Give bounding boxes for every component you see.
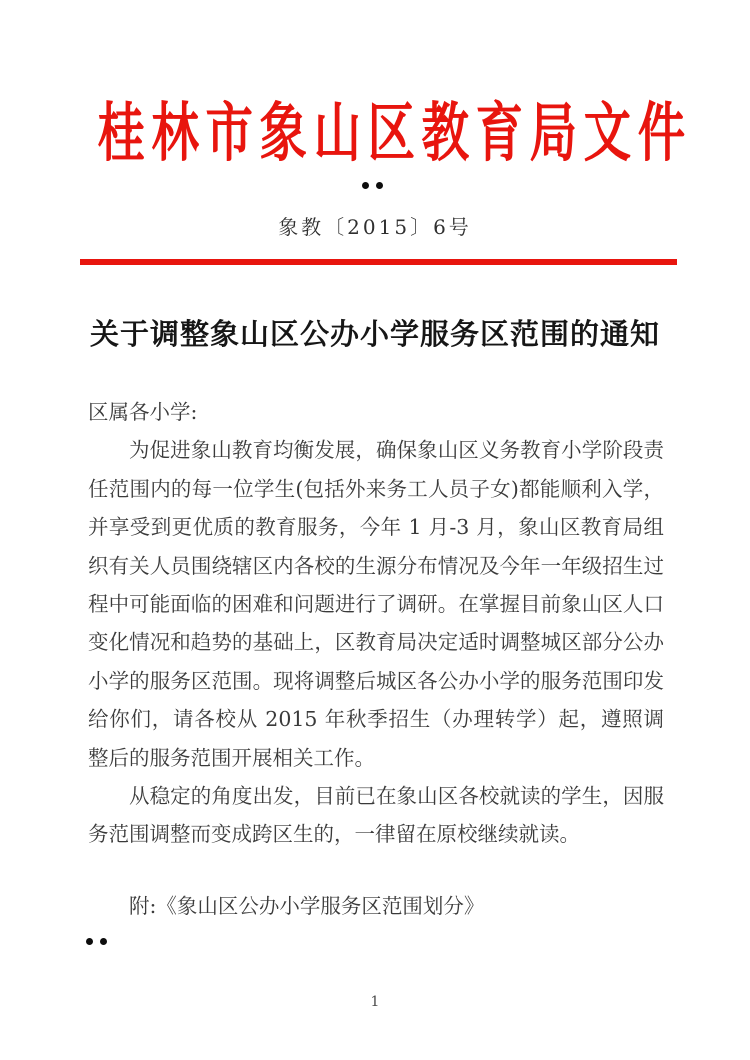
document-title: 关于调整象山区公办小学服务区范围的通知 bbox=[89, 317, 660, 351]
dot-icon bbox=[362, 182, 369, 189]
body-paragraph-2: 从稳定的角度出发，目前已在象山区各校就读的学生，因服务范围调整而变成跨区生的，一律留在原校继续就读。 bbox=[88, 784, 664, 847]
dot-icon bbox=[100, 938, 107, 945]
scan-artifact-dots-bottom bbox=[86, 938, 107, 945]
document-number: 象教〔2015〕6号 bbox=[278, 215, 472, 239]
document-body bbox=[88, 393, 664, 925]
dot-icon bbox=[376, 182, 383, 189]
attachment-reference-line: 附:《象山区公办小学服务区范围划分》 bbox=[129, 893, 485, 918]
scan-artifact-dots-top bbox=[362, 182, 383, 189]
page-number: 1 bbox=[370, 994, 380, 1010]
dot-icon bbox=[86, 938, 93, 945]
salutation-line: 区属各小学: bbox=[88, 400, 198, 424]
body-paragraph-1: 为促进象山教育均衡发展，确保象山区义务教育小学阶段责任范围内的每一位学生(包括外来务工人员子女)都能顺利入学，并享受到更优质的教育服务，今年 1 月-3 月，象山区教育局组织有关人员围绕辖区内各校的生源分布情况及今年一年级招生过程中可能面临的困难和问题进行了调研。在掌握目前象山区人口变化情况和趋势的基础上，区教育局决定适时调整城区部分公办小学的服务区范围。现将调整后城区各公办小学的服务范围印发给你们，请各校从 2015 年秋季招生（办理转学）起，遵照调整后的服务范围开展相关工作。 bbox=[88, 438, 664, 770]
red-divider-rule bbox=[80, 259, 677, 265]
letterhead-title: 桂林市象山区教育局文件 bbox=[97, 97, 692, 169]
